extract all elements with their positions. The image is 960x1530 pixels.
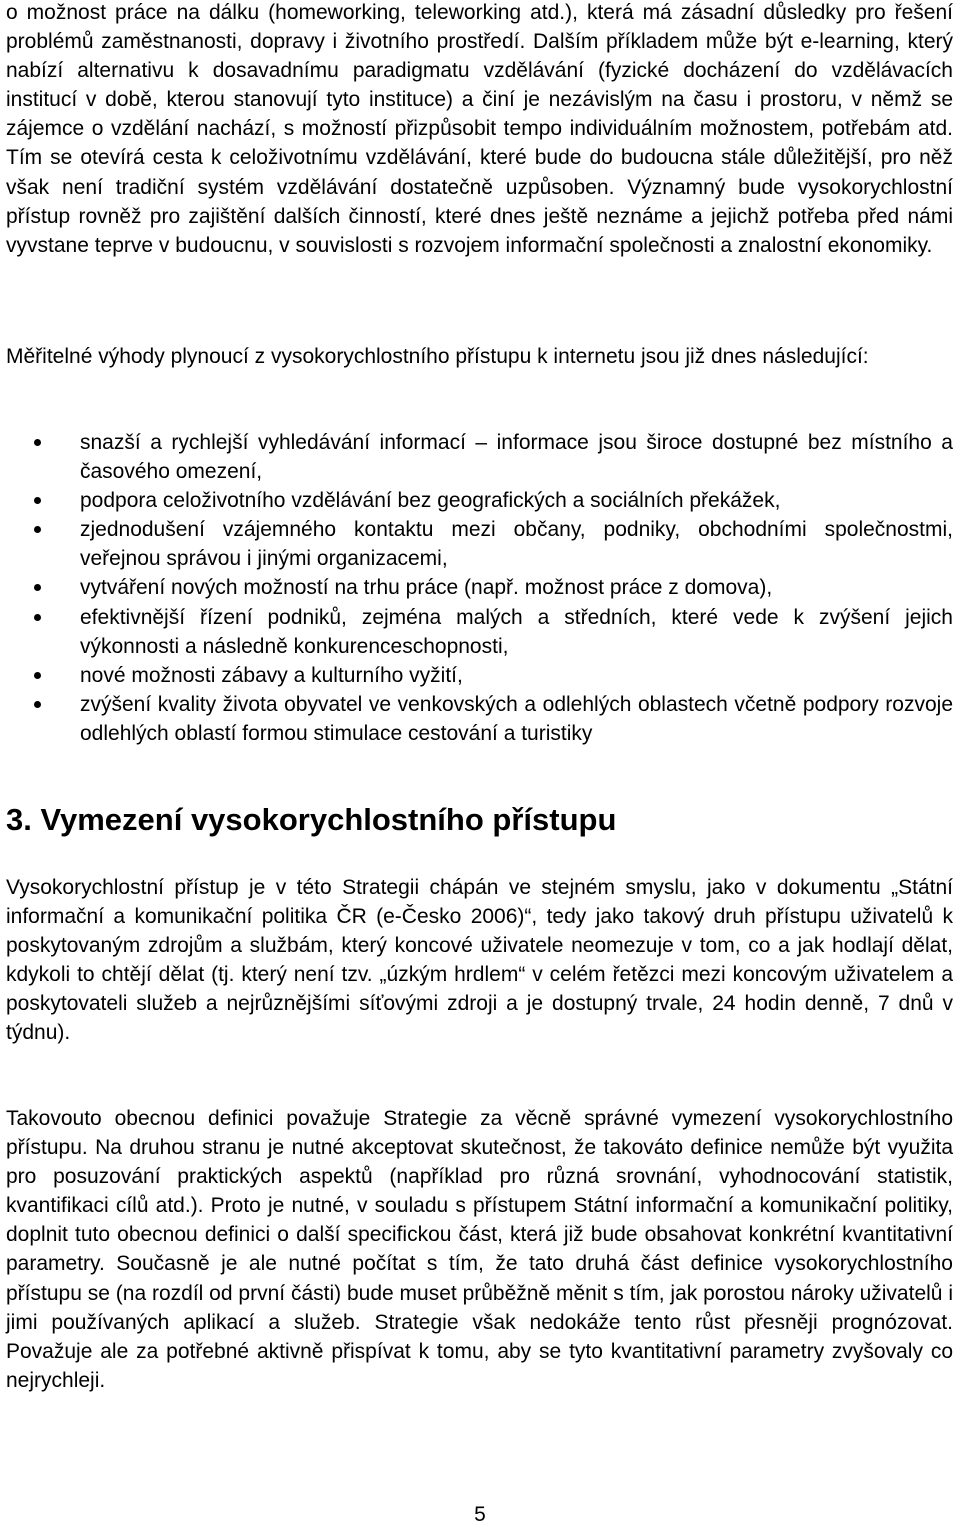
list-item-text: zjednodušení vzájemného kontaktu mezi občany, podniky, obchodními společnostmi, veřejnou správou i jinými organizacemi, [80,518,953,571]
section-heading: 3. Vymezení vysokorychlostního přístupu [6,802,617,837]
bullet-icon [34,672,41,679]
list-item [6,690,953,748]
paragraph-measurable-benefits-intro: Měřitelné výhody plynoucí z vysokorychlostního přístupu k internetu jsou již dnes následující: [6,345,869,368]
list-item-text: vytváření nových možností na trhu práce (např. možnost práce z domova), [80,576,773,600]
list-item-text: snazší a rychlejší vyhledávání informací – informace jsou široce dostupné bez místního a časového omezení, [80,431,953,484]
list-item [6,515,953,573]
paragraph-broadband-applications: o možnost práce na dálku (homeworking, teleworking atd.), která má zásadní důsledky pro řešení problémů zaměstnanosti, dopravy i životního prostředí. Dalším příkladem může být e-learning, který nabízí alternativu k dosavadnímu paradigmatu vzdělávání (fyzické docházení do vzdělávacích institucí v době, kterou stanovují tyto instituce) a činí je nezávislým na času i prostoru, v němž se zájemce o vzdělání nachází, s možností přizpůsobit tempo individuálním možnostem, potřebám atd. Tím se otevírá cesta k celoživotnímu vzdělávání, které bude do budoucna stále důležitější, pro něž však není tradiční systém vzdělávání dostatečně uzpůsoben. Významný bude vysokorychlostní přístup rovněž pro zajištění dalších činností, které dnes ještě neznáme a jejichž potřeba před námi vyvstane teprve v budoucnu, v souvislosti s rozvojem informační společnosti a znalostní ekonomiky. [6,1,953,257]
bullet-icon [34,439,41,446]
paragraph-definition: Vysokorychlostní přístup je v této Strategii chápán ve stejném smyslu, jako v dokumentu „Státní informační a komunikační politika ČR (e-Česko 2006)“, tedy jako takový druh přístupu uživatelů k poskytovaným zdrojům a službám, který koncové uživatele neomezuje v tom, co a jak hodlají dělat, kdykoli to chtějí dělat (tj. který není tzv. „úzkým hrdlem“ v celém řetězci mezi koncovým uživatelem a poskytovateli služeb a nejrůznějšími síťovými zdroji a je dostupný trvale, 24 hodin denně, 7 dnů v týdnu). [6,876,953,1045]
list-item [6,486,953,515]
list-item [6,573,953,602]
list-item [6,661,953,690]
bullet-icon [34,497,41,504]
bullet-icon [34,614,41,621]
benefits-bullet-list [6,428,953,748]
list-item [6,428,953,486]
list-item-text: efektivnější řízení podniků, zejména malých a středních, které vede k zvýšení jejich výkonnosti a následně konkurenceschopnosti, [80,605,953,658]
list-item-text: podpora celoživotního vzdělávání bez geografických a sociálních překážek, [80,489,781,513]
paragraph-definition-detail: Takovouto obecnou definici považuje Strategie za věcně správné vymezení vysokorychlostního přístupu. Na druhou stranu je nutné akceptovat skutečnost, že takováto definice nemůže být využita pro posuzování praktických aspektů (například pro různá srovnání, vyhodnocování statistik, kvantifikaci cílů atd.). Proto je nutné, v souladu s přístupem Státní informační a komunikační politiky, doplnit tuto obecnou definici o další specifickou část, která již bude obsahovat konkrétní kvantitativní parametry. Současně je ale nutné počítat s tím, že tato druhá část definice vysokorychlostního přístupu se (na rozdíl od první části) bude muset průběžně měnit s tím, jak porostou nároky uživatelů i jimi používaných aplikací a služeb. Strategie však nedokáže tento růst přesněji prognózovat. Považuje ale za potřebné aktivně přispívat k tomu, aby se tyto kvantitativní parametry zvyšovaly co nejrychleji. [6,1107,953,1392]
list-item [6,603,953,661]
bullet-icon [34,701,41,708]
page-number: 5 [474,1503,486,1526]
bullet-icon [34,526,41,533]
list-item-text: zvýšení kvality života obyvatel ve venkovských a odlehlých oblastech včetně podpory rozvoje odlehlých oblastí formou stimulace cestování a turistiky [80,692,953,745]
bullet-icon [34,584,41,591]
document-page [6,0,953,1530]
list-item-text: nové možnosti zábavy a kulturního vyžití, [80,663,463,687]
